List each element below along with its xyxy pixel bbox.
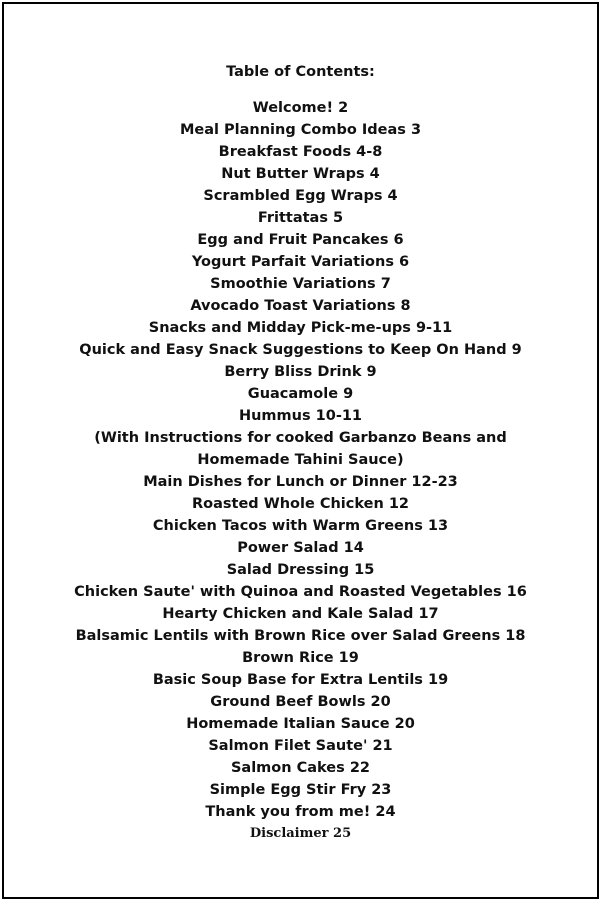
toc-entry: Homemade Italian Sauce 20 (186, 716, 415, 732)
toc-entry: Hummus 10-11 (238, 408, 363, 424)
toc-entry: Power Salad 14 (237, 540, 364, 556)
toc-entry: Frittatas 5 (257, 210, 344, 226)
toc-entry: Salad Dressing 15 (226, 562, 375, 578)
toc-entry: Brown Rice 19 (242, 650, 359, 666)
toc-entry: Chicken Tacos with Warm Greens 13 (152, 518, 449, 534)
toc-entry: Roasted Whole Chicken 12 (191, 496, 410, 512)
toc-entry: Smoothie Variations 7 (210, 276, 391, 292)
toc-entry: Chicken Saute' with Quinoa and Roasted Vegetables 16 (74, 584, 527, 600)
toc-entry-disclaimer: Disclaimer 25 (249, 826, 352, 841)
toc-entry: Yogurt Parfait Variations 6 (191, 254, 410, 270)
toc-entry: Thank you from me! 24 (205, 804, 396, 820)
toc-heading: Table of Contents: (226, 64, 375, 80)
toc-entry: Balsamic Lentils with Brown Rice over Salad Greens 18 (75, 628, 526, 644)
toc-entry: Welcome! 2 (252, 100, 349, 116)
toc-entry: Egg and Fruit Pancakes 6 (197, 232, 404, 248)
toc-entry: Snacks and Midday Pick-me-ups 9-11 (148, 320, 453, 336)
toc-entry: Meal Planning Combo Ideas 3 (179, 122, 422, 138)
toc-entry: Simple Egg Stir Fry 23 (209, 782, 392, 798)
toc-entry: Hearty Chicken and Kale Salad 17 (162, 606, 439, 622)
toc-list (4, 97, 597, 845)
document-page (2, 2, 599, 899)
toc-entry: (With Instructions for cooked Garbanzo Beans and (94, 430, 507, 446)
toc-entry: Berry Bliss Drink 9 (224, 364, 377, 380)
toc-entry: Basic Soup Base for Extra Lentils 19 (152, 672, 449, 688)
toc-entry: Main Dishes for Lunch or Dinner 12-23 (143, 474, 458, 490)
toc-entry: Nut Butter Wraps 4 (221, 166, 380, 182)
toc-entry: Breakfast Foods 4-8 (218, 144, 383, 160)
toc-entry: Avocado Toast Variations 8 (190, 298, 411, 314)
toc-entry: Salmon Filet Saute' 21 (208, 738, 393, 754)
toc-entry: Homemade Tahini Sauce) (197, 452, 404, 468)
toc-entry: Scrambled Egg Wraps 4 (203, 188, 398, 204)
toc-entry: Guacamole 9 (247, 386, 354, 402)
toc-entry: Quick and Easy Snack Suggestions to Keep On Hand 9 (79, 342, 522, 358)
toc-entry: Salmon Cakes 22 (230, 760, 370, 776)
toc-entry: Ground Beef Bowls 20 (210, 694, 391, 710)
